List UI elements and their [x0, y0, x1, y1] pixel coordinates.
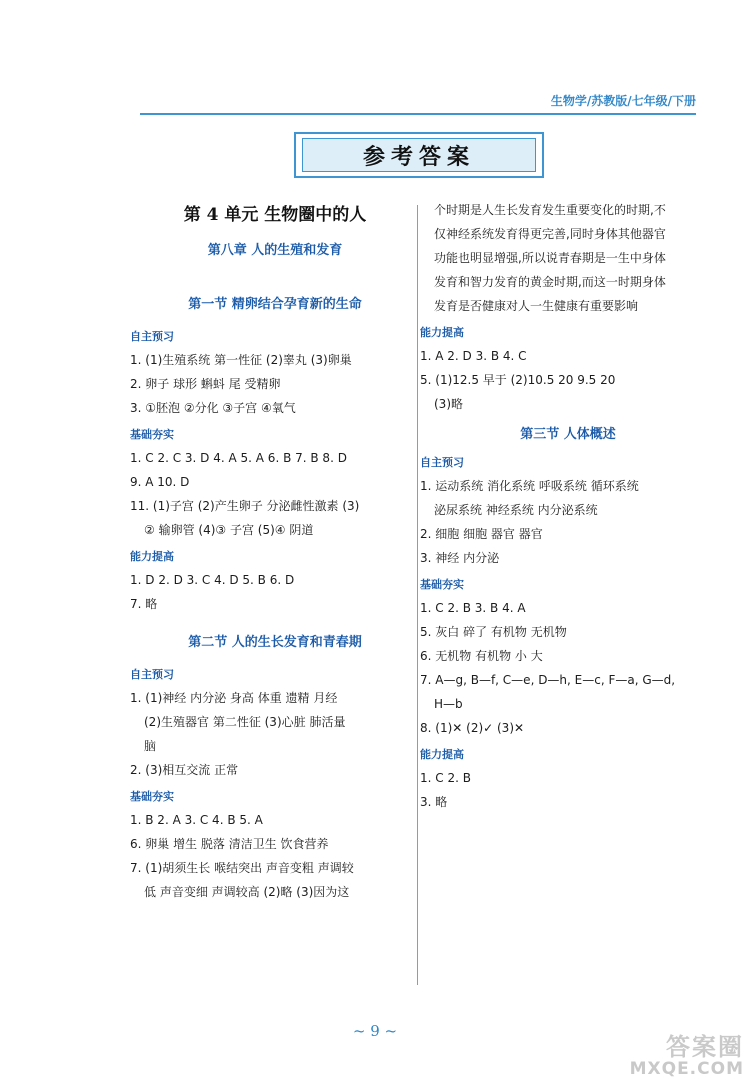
answer-line: (3)略 — [434, 397, 463, 411]
answer-line: 1. (1)生殖系统 第一性征 (2)睾丸 (3)卵巢 — [130, 353, 352, 367]
answer-line: 5. (1)12.5 早于 (2)10.5 20 9.5 20 — [420, 373, 616, 387]
left-column — [130, 200, 406, 904]
sub-heading: 能力提高 — [420, 748, 464, 761]
answer-line: 功能也明显增强,所以说青春期是一生中身体 — [434, 251, 666, 265]
answer-line: 低 声音变细 声调较高 (2)略 (3)因为这 — [144, 885, 350, 899]
answer-line: 5. 灰白 碎了 有机物 无机物 — [420, 625, 567, 639]
sub-heading: 基础夯实 — [420, 578, 464, 591]
section-title-3: 第三节 人体概述 — [520, 427, 616, 442]
answer-line: 1. (1)神经 内分泌 身高 体重 遗精 月经 — [130, 691, 338, 705]
answer-line: 9. A 10. D — [130, 475, 190, 489]
header-rule — [140, 113, 696, 115]
sub-heading: 自主预习 — [130, 668, 174, 681]
answer-line: 6. 无机物 有机物 小 大 — [420, 649, 543, 663]
answer-line: 仅神经系统发育得更完善,同时身体其他器官 — [434, 227, 666, 241]
answer-line: 泌尿系统 神经系统 内分泌系统 — [434, 503, 598, 517]
answer-line: 7. (1)胡须生长 喉结突出 声音变粗 声调较 — [130, 861, 354, 875]
sub-heading: 能力提高 — [130, 550, 174, 563]
sub-heading: 自主预习 — [420, 456, 464, 469]
answer-line: 6. 卵巢 增生 脱落 清洁卫生 饮食营养 — [130, 837, 329, 851]
watermark-logo — [594, 1033, 744, 1086]
answer-line: 发育和智力发育的黄金时期,而这一时期身体 — [434, 275, 666, 289]
page-number: ~ 9 ~ — [352, 1022, 398, 1040]
answer-line: 1. A 2. D 3. B 4. C — [420, 349, 527, 363]
title-inner — [302, 138, 536, 172]
answer-line: 脑 — [144, 739, 157, 753]
right-column — [420, 198, 702, 814]
answer-line: H—b — [434, 697, 463, 711]
sub-heading: 基础夯实 — [130, 428, 174, 441]
answer-line: 2. 卵子 球形 蝌蚪 尾 受精卵 — [130, 377, 281, 391]
answer-line: 1. 运动系统 消化系统 呼吸系统 循环系统 — [420, 479, 639, 493]
answer-line: 2. (3)相互交流 正常 — [130, 763, 239, 777]
answer-line: 1. C 2. C 3. D 4. A 5. A 6. B 7. B 8. D — [130, 451, 347, 465]
answer-line: 3. 略 — [420, 795, 448, 809]
chapter-title: 第八章 人的生殖和发育 — [207, 243, 343, 258]
answer-line: (2)生殖器官 第二性征 (3)心脏 肺活量 — [144, 715, 346, 729]
answer-line: 2. 细胞 细胞 器官 器官 — [420, 527, 543, 541]
sub-heading: 能力提高 — [420, 326, 464, 339]
page-title: 参考答案 — [362, 143, 475, 170]
book-header: 生物学/苏教版/七年级/下册 — [550, 94, 696, 108]
answer-line: 7. A—g, B—f, C—e, D—h, E—c, F—a, G—d, — [420, 673, 676, 687]
answer-line: 3. ①胚泡 ②分化 ③子宫 ④氧气 — [130, 401, 296, 415]
section-title-1: 第一节 精卵结合孕育新的生命 — [188, 297, 362, 312]
sub-heading: 基础夯实 — [130, 790, 174, 803]
answer-line: 8. (1)✕ (2)✓ (3)✕ — [420, 721, 525, 735]
watermark-bottom: MXQE.COM — [629, 1059, 744, 1079]
answer-line: 7. 略 — [130, 597, 158, 611]
section-title-2: 第二节 人的生长发育和青春期 — [188, 635, 362, 650]
answer-line: 1. C 2. B — [420, 771, 471, 785]
watermark-top: 答案圈 — [666, 1033, 744, 1061]
answer-line: 1. C 2. B 3. B 4. A — [420, 601, 526, 615]
answer-line: 1. B 2. A 3. C 4. B 5. A — [130, 813, 263, 827]
answer-line: ② 输卵管 (4)③ 子宫 (5)④ 阴道 — [144, 523, 314, 537]
answer-line: 1. D 2. D 3. C 4. D 5. B 6. D — [130, 573, 295, 587]
answer-line: 3. 神经 内分泌 — [420, 551, 500, 565]
column-divider — [417, 205, 418, 985]
answer-line: 个时期是人生长发育发生重要变化的时期,不 — [434, 203, 666, 217]
unit-title: 第 4 单元 生物圈中的人 — [183, 205, 367, 225]
sub-heading: 自主预习 — [130, 330, 174, 343]
title-box — [294, 132, 544, 178]
answer-line: 发育是否健康对人一生健康有重要影响 — [434, 299, 639, 313]
answer-line: 11. (1)子宫 (2)产生卵子 分泌雌性激素 (3) — [130, 499, 360, 513]
